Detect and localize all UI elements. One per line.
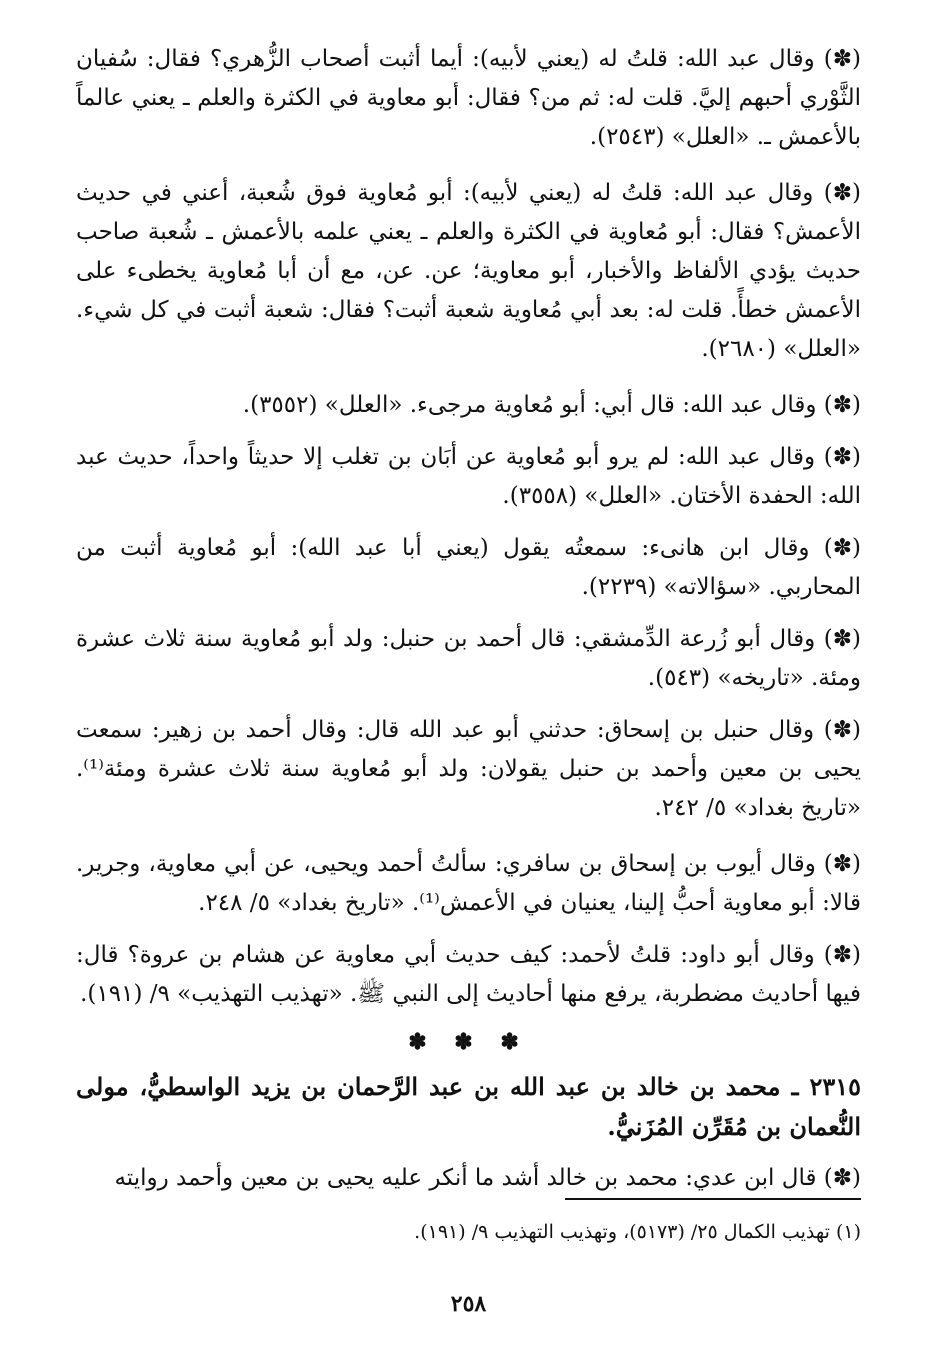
paragraph-9: (✽) وقال أبو داود: قلتُ لأحمد: كيف حديث أبي معاوية عن هشام بن عروة؟ قال: فيها أحاديث مضطربة، يرفع منها أحاديث إلى النبي ﷺ. «تهذيب التهذيب» ٩/ (١٩١). bbox=[76, 942, 861, 1007]
paragraph-1: (✽) وقال عبد الله: قلتُ له (يعني لأبيه): أيما أثبت أصحاب الزُّهري؟ فقال: سُفيان الثَّوْري أحبهم إليَّ. قلت له: ثم من؟ فقال: أبو معاوية في الكثرة والعلم ـ يعني عالماً بالأعمش ـ. «العلل» (٢٥٤٣). bbox=[76, 46, 861, 150]
paragraph-6: (✽) وقال أبو زُرعة الدِّمشقي: قال أحمد بن حنبل: ولد أبو مُعاوية سنة ثلاث عشرة ومئة. «تاريخه» (٥٤٣). bbox=[76, 626, 861, 691]
entry-heading: ٢٣١٥ ـ محمد بن خالد بن عبد الله بن عبد الرَّحمان بن يزيد الواسطيُّ، مولى النُّعمان بن مُقَرِّن المُزَنيُّ. bbox=[76, 1072, 862, 1141]
footnote: (١) تهذيب الكمال ٢٥/ (٥١٧٣)، وتهذيب التهذيب ٩/ (١٩١). bbox=[414, 1221, 861, 1243]
paragraph-8: (✽) وقال أيوب بن إسحاق بن سافري: سألتُ أحمد ويحيى، عن أبي معاوية، وجرير. قالا: أبو معاوية أحبُّ إلينا، يعنيان في الأعمش⁽¹⁾. «تاريخ بغداد» ٥/ ٢٤٨. bbox=[76, 851, 861, 916]
paragraph-5: (✽) وقال ابن هانىء: سمعتُه يقول (يعني أبا عبد الله): أبو مُعاوية أثبت من المحاربي. «سؤالاته» (٢٢٣٩). bbox=[76, 535, 861, 600]
footnote-divider bbox=[565, 1198, 861, 1200]
paragraph-last: (✽) قال ابن عدي: محمد بن خالد أشد ما أنكر عليه يحيى بن معين وأحمد روايته bbox=[114, 1165, 861, 1191]
paragraph-7: (✽) وقال حنبل بن إسحاق: حدثني أبو عبد الله قال: وقال أحمد بن زهير: سمعت يحيى بن معين وأحمد بن حنبل يقولان: ولد أبو مُعاوية سنة ثلاث عشرة ومئة⁽¹⁾. «تاريخ بغداد» ٥/ ٢٤٢. bbox=[76, 717, 861, 821]
page-body bbox=[76, 40, 861, 1211]
paragraph-3: (✽) وقال عبد الله: قال أبي: أبو مُعاوية مرجىء. «العلل» (٣٥٥٢). bbox=[242, 392, 861, 418]
page-number: ٢٥٨ bbox=[450, 1291, 487, 1317]
paragraph-2: (✽) وقال عبد الله: قلتُ له (يعني لأبيه): أبو مُعاوية فوق شُعبة، أعني في حديث الأعمش؟ فقال: أبو مُعاوية في الكثرة والعلم ـ يعني علمه بالأعمش ـ شُعبة صاحب حديث يؤدي الألفاظ والأخبار، أبو معاوية؛ عن. عن، مع أن أبا مُعاوية يخطىء على الأعمش خطأً. قلت له: بعد أبي مُعاوية شعبة أثبت؟ فقال: شعبة أثبت في كل شيء. «العلل» (٢٦٨٠). bbox=[76, 180, 861, 362]
paragraph-4: (✽) وقال عبد الله: لم يرو أبو مُعاوية عن أبَان بن تغلب إلا حديثاً واحداً، حديث عبد الله: الحفدة الأختان. «العلل» (٣٥٥٨). bbox=[76, 444, 861, 509]
section-separator: ✽ ✽ ✽ bbox=[408, 1029, 529, 1055]
